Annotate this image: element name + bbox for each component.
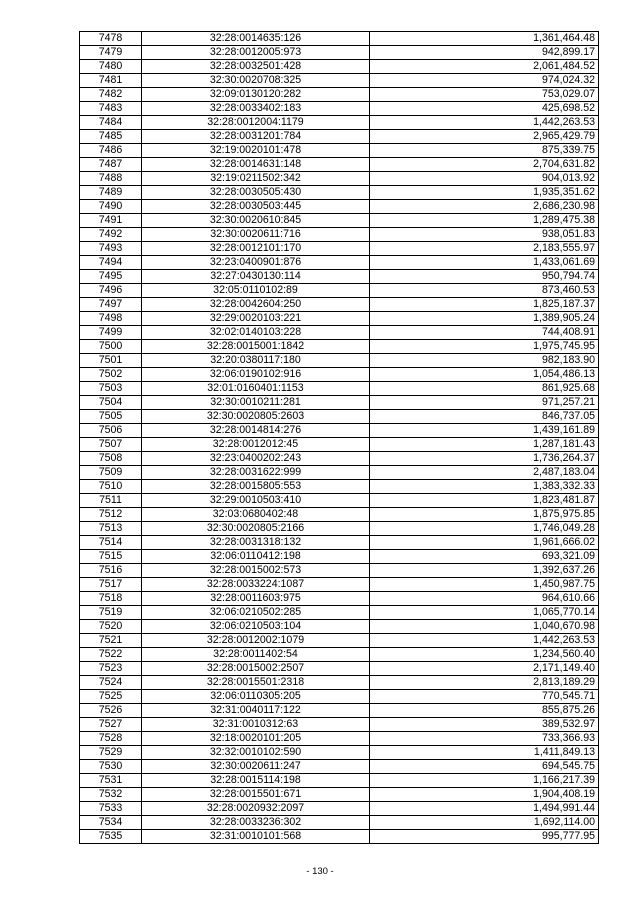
table-row: [80, 816, 599, 830]
amount-cell: 693,321.09: [370, 550, 599, 564]
row-number-cell: 7534: [80, 816, 142, 830]
cadastral-number-cell: 32:03:0680402:48: [142, 508, 370, 522]
table-row: [80, 186, 599, 200]
table-row: [80, 452, 599, 466]
cadastral-number-cell: 32:31:0010312:63: [142, 718, 370, 732]
cadastral-number-cell: 32:19:0211502:342: [142, 172, 370, 186]
data-table: [79, 31, 599, 844]
row-number-cell: 7479: [80, 46, 142, 60]
cadastral-number-cell: 32:27:0430130:114: [142, 270, 370, 284]
row-number-cell: 7511: [80, 494, 142, 508]
row-number-cell: 7487: [80, 158, 142, 172]
cadastral-number-cell: 32:23:0400202:243: [142, 452, 370, 466]
amount-cell: 904,013.92: [370, 172, 599, 186]
table-row: [80, 606, 599, 620]
amount-cell: 770,545.71: [370, 690, 599, 704]
cadastral-number-cell: 32:06:0210502:285: [142, 606, 370, 620]
cadastral-number-cell: 32:28:0011402:54: [142, 648, 370, 662]
cadastral-number-cell: 32:06:0110412:198: [142, 550, 370, 564]
amount-cell: 694,545.75: [370, 760, 599, 774]
cadastral-number-cell: 32:28:0014635:126: [142, 32, 370, 46]
table-row: [80, 830, 599, 844]
row-number-cell: 7482: [80, 88, 142, 102]
row-number-cell: 7523: [80, 662, 142, 676]
table-row: [80, 144, 599, 158]
row-number-cell: 7519: [80, 606, 142, 620]
table-row: [80, 298, 599, 312]
cadastral-number-cell: 32:30:0010211:281: [142, 396, 370, 410]
table-row: [80, 116, 599, 130]
amount-cell: 982,183.90: [370, 354, 599, 368]
row-number-cell: 7516: [80, 564, 142, 578]
table-row: [80, 214, 599, 228]
row-number-cell: 7522: [80, 648, 142, 662]
table-row: [80, 494, 599, 508]
amount-cell: 1,361,464.48: [370, 32, 599, 46]
row-number-cell: 7505: [80, 410, 142, 424]
amount-cell: 1,433,061.69: [370, 256, 599, 270]
table-row: [80, 424, 599, 438]
row-number-cell: 7510: [80, 480, 142, 494]
table-row: [80, 480, 599, 494]
amount-cell: 873,460.53: [370, 284, 599, 298]
cadastral-number-cell: 32:28:0031318:132: [142, 536, 370, 550]
row-number-cell: 7489: [80, 186, 142, 200]
cadastral-number-cell: 32:28:0030505:430: [142, 186, 370, 200]
cadastral-number-cell: 32:28:0031201:784: [142, 130, 370, 144]
cadastral-number-cell: 32:31:0040117:122: [142, 704, 370, 718]
amount-cell: 855,875.26: [370, 704, 599, 718]
table-row: [80, 466, 599, 480]
table-row: [80, 46, 599, 60]
cadastral-number-cell: 32:32:0010102:590: [142, 746, 370, 760]
row-number-cell: 7526: [80, 704, 142, 718]
amount-cell: 1,975,745.95: [370, 340, 599, 354]
table-row: [80, 676, 599, 690]
row-number-cell: 7484: [80, 116, 142, 130]
row-number-cell: 7490: [80, 200, 142, 214]
table-row: [80, 802, 599, 816]
row-number-cell: 7497: [80, 298, 142, 312]
amount-cell: 2,813,189.29: [370, 676, 599, 690]
cadastral-number-cell: 32:28:0014631:148: [142, 158, 370, 172]
amount-cell: 1,875,975.85: [370, 508, 599, 522]
cadastral-number-cell: 32:20:0380117:180: [142, 354, 370, 368]
amount-cell: 861,925.68: [370, 382, 599, 396]
row-number-cell: 7518: [80, 592, 142, 606]
row-number-cell: 7499: [80, 326, 142, 340]
page-number: - 130 -: [306, 866, 334, 877]
row-number-cell: 7502: [80, 368, 142, 382]
cadastral-number-cell: 32:28:0033402:183: [142, 102, 370, 116]
cadastral-number-cell: 32:30:0020708:325: [142, 74, 370, 88]
table-row: [80, 550, 599, 564]
cadastral-number-cell: 32:29:0020103:221: [142, 312, 370, 326]
row-number-cell: 7480: [80, 60, 142, 74]
row-number-cell: 7531: [80, 774, 142, 788]
amount-cell: 1,935,351.62: [370, 186, 599, 200]
amount-cell: 1,439,161.89: [370, 424, 599, 438]
row-number-cell: 7495: [80, 270, 142, 284]
amount-cell: 753,029.07: [370, 88, 599, 102]
cadastral-number-cell: 32:30:0020611:247: [142, 760, 370, 774]
cadastral-number-cell: 32:28:0030503:445: [142, 200, 370, 214]
amount-cell: 942,899.17: [370, 46, 599, 60]
table-row: [80, 284, 599, 298]
row-number-cell: 7515: [80, 550, 142, 564]
amount-cell: 2,965,429.79: [370, 130, 599, 144]
amount-cell: 974,024.32: [370, 74, 599, 88]
cadastral-number-cell: 32:31:0010101:568: [142, 830, 370, 844]
amount-cell: 1,442,263.53: [370, 634, 599, 648]
amount-cell: 2,061,484.52: [370, 60, 599, 74]
table-row: [80, 270, 599, 284]
row-number-cell: 7498: [80, 312, 142, 326]
table-row: [80, 368, 599, 382]
row-number-cell: 7509: [80, 466, 142, 480]
amount-cell: 2,686,230.98: [370, 200, 599, 214]
table-row: [80, 760, 599, 774]
table-row: [80, 536, 599, 550]
table-row: [80, 718, 599, 732]
table-row: [80, 172, 599, 186]
table-row: [80, 60, 599, 74]
cadastral-number-cell: 32:09:0130120:282: [142, 88, 370, 102]
row-number-cell: 7525: [80, 690, 142, 704]
table-row: [80, 102, 599, 116]
cadastral-number-cell: 32:28:0012005:973: [142, 46, 370, 60]
table-row: [80, 508, 599, 522]
amount-cell: 744,408.91: [370, 326, 599, 340]
amount-cell: 1,692,114.00: [370, 816, 599, 830]
amount-cell: 950,794.74: [370, 270, 599, 284]
cadastral-number-cell: 32:18:0020101:205: [142, 732, 370, 746]
table-row: [80, 564, 599, 578]
cadastral-number-cell: 32:05:0110102:89: [142, 284, 370, 298]
amount-cell: 875,339.75: [370, 144, 599, 158]
table-row: [80, 620, 599, 634]
table-row: [80, 704, 599, 718]
amount-cell: 1,494,991.44: [370, 802, 599, 816]
row-number-cell: 7481: [80, 74, 142, 88]
table-row: [80, 438, 599, 452]
amount-cell: 2,171,149.40: [370, 662, 599, 676]
table-row: [80, 634, 599, 648]
amount-cell: 1,442,263.53: [370, 116, 599, 130]
row-number-cell: 7533: [80, 802, 142, 816]
cadastral-number-cell: 32:28:0015114:198: [142, 774, 370, 788]
cadastral-number-cell: 32:28:0015002:2507: [142, 662, 370, 676]
table-row: [80, 88, 599, 102]
table-row: [80, 382, 599, 396]
row-number-cell: 7532: [80, 788, 142, 802]
cadastral-number-cell: 32:19:0020101:478: [142, 144, 370, 158]
table-body: [80, 32, 599, 844]
amount-cell: 971,257.21: [370, 396, 599, 410]
amount-cell: 1,289,475.38: [370, 214, 599, 228]
row-number-cell: 7529: [80, 746, 142, 760]
amount-cell: 1,736,264.37: [370, 452, 599, 466]
amount-cell: 1,450,987.75: [370, 578, 599, 592]
amount-cell: 1,234,560.40: [370, 648, 599, 662]
cadastral-number-cell: 32:28:0015501:671: [142, 788, 370, 802]
row-number-cell: 7493: [80, 242, 142, 256]
cadastral-number-cell: 32:30:0020611:716: [142, 228, 370, 242]
cadastral-number-cell: 32:28:0015002:573: [142, 564, 370, 578]
cadastral-number-cell: 32:06:0110305:205: [142, 690, 370, 704]
table-row: [80, 522, 599, 536]
row-number-cell: 7508: [80, 452, 142, 466]
table-row: [80, 788, 599, 802]
table-row: [80, 774, 599, 788]
cadastral-number-cell: 32:28:0012012:45: [142, 438, 370, 452]
row-number-cell: 7492: [80, 228, 142, 242]
amount-cell: 389,532.97: [370, 718, 599, 732]
table-row: [80, 732, 599, 746]
row-number-cell: 7520: [80, 620, 142, 634]
row-number-cell: 7506: [80, 424, 142, 438]
amount-cell: 425,698.52: [370, 102, 599, 116]
amount-cell: 1,823,481.87: [370, 494, 599, 508]
row-number-cell: 7486: [80, 144, 142, 158]
cadastral-number-cell: 32:28:0011603:975: [142, 592, 370, 606]
amount-cell: 846,737.05: [370, 410, 599, 424]
table-row: [80, 256, 599, 270]
row-number-cell: 7517: [80, 578, 142, 592]
cadastral-number-cell: 32:30:0020610:845: [142, 214, 370, 228]
amount-cell: 938,051.83: [370, 228, 599, 242]
amount-cell: 1,746,049.28: [370, 522, 599, 536]
cadastral-number-cell: 32:28:0015501:2318: [142, 676, 370, 690]
table-row: [80, 592, 599, 606]
row-number-cell: 7483: [80, 102, 142, 116]
cadastral-number-cell: 32:30:0020805:2166: [142, 522, 370, 536]
cadastral-number-cell: 32:28:0015001:1842: [142, 340, 370, 354]
cadastral-number-cell: 32:28:0020932:2097: [142, 802, 370, 816]
row-number-cell: 7478: [80, 32, 142, 46]
amount-cell: 2,704,631.82: [370, 158, 599, 172]
amount-cell: 1,389,905.24: [370, 312, 599, 326]
table-row: [80, 312, 599, 326]
amount-cell: 1,961,666.02: [370, 536, 599, 550]
row-number-cell: 7524: [80, 676, 142, 690]
row-number-cell: 7527: [80, 718, 142, 732]
amount-cell: 1,904,408.19: [370, 788, 599, 802]
row-number-cell: 7504: [80, 396, 142, 410]
row-number-cell: 7485: [80, 130, 142, 144]
table-row: [80, 648, 599, 662]
row-number-cell: 7501: [80, 354, 142, 368]
table-row: [80, 32, 599, 46]
table-row: [80, 396, 599, 410]
amount-cell: 1,392,637.26: [370, 564, 599, 578]
row-number-cell: 7528: [80, 732, 142, 746]
cadastral-number-cell: 32:28:0014814:276: [142, 424, 370, 438]
amount-cell: 1,054,486.13: [370, 368, 599, 382]
cadastral-number-cell: 32:28:0012002:1079: [142, 634, 370, 648]
row-number-cell: 7503: [80, 382, 142, 396]
table-row: [80, 130, 599, 144]
cadastral-number-cell: 32:23:0400901:876: [142, 256, 370, 270]
row-number-cell: 7500: [80, 340, 142, 354]
amount-cell: 733,366.93: [370, 732, 599, 746]
table-row: [80, 242, 599, 256]
row-number-cell: 7491: [80, 214, 142, 228]
cadastral-number-cell: 32:28:0012101:170: [142, 242, 370, 256]
table-row: [80, 228, 599, 242]
row-number-cell: 7514: [80, 536, 142, 550]
row-number-cell: 7535: [80, 830, 142, 844]
amount-cell: 2,183,555.97: [370, 242, 599, 256]
amount-cell: 1,411,849.13: [370, 746, 599, 760]
cadastral-number-cell: 32:06:0190102:916: [142, 368, 370, 382]
table-row: [80, 662, 599, 676]
amount-cell: 1,166,217.39: [370, 774, 599, 788]
amount-cell: 1,287,181.43: [370, 438, 599, 452]
amount-cell: 995,777.95: [370, 830, 599, 844]
cadastral-number-cell: 32:28:0012004:1179: [142, 116, 370, 130]
cadastral-number-cell: 32:29:0010503:410: [142, 494, 370, 508]
table-row: [80, 746, 599, 760]
cadastral-number-cell: 32:02:0140103:228: [142, 326, 370, 340]
amount-cell: 1,040,670.98: [370, 620, 599, 634]
table-row: [80, 690, 599, 704]
table-row: [80, 74, 599, 88]
amount-cell: 1,065,770.14: [370, 606, 599, 620]
row-number-cell: 7507: [80, 438, 142, 452]
amount-cell: 2,487,183.04: [370, 466, 599, 480]
cadastral-number-cell: 32:28:0015805:553: [142, 480, 370, 494]
amount-cell: 1,383,332.33: [370, 480, 599, 494]
row-number-cell: 7530: [80, 760, 142, 774]
amount-cell: 1,825,187.37: [370, 298, 599, 312]
table-row: [80, 200, 599, 214]
cadastral-number-cell: 32:28:0031622:999: [142, 466, 370, 480]
row-number-cell: 7488: [80, 172, 142, 186]
cadastral-number-cell: 32:28:0042604:250: [142, 298, 370, 312]
table-row: [80, 158, 599, 172]
cadastral-number-cell: 32:06:0210503:104: [142, 620, 370, 634]
cadastral-number-cell: 32:28:0033236:302: [142, 816, 370, 830]
row-number-cell: 7521: [80, 634, 142, 648]
cadastral-number-cell: 32:28:0033224:1087: [142, 578, 370, 592]
amount-cell: 964,610.66: [370, 592, 599, 606]
cadastral-number-cell: 32:28:0032501:428: [142, 60, 370, 74]
table-row: [80, 578, 599, 592]
table-row: [80, 326, 599, 340]
cadastral-number-cell: 32:30:0020805:2603: [142, 410, 370, 424]
table-row: [80, 354, 599, 368]
table-row: [80, 340, 599, 354]
row-number-cell: 7496: [80, 284, 142, 298]
row-number-cell: 7494: [80, 256, 142, 270]
cadastral-number-cell: 32:01:0160401:1153: [142, 382, 370, 396]
row-number-cell: 7512: [80, 508, 142, 522]
table-row: [80, 410, 599, 424]
row-number-cell: 7513: [80, 522, 142, 536]
